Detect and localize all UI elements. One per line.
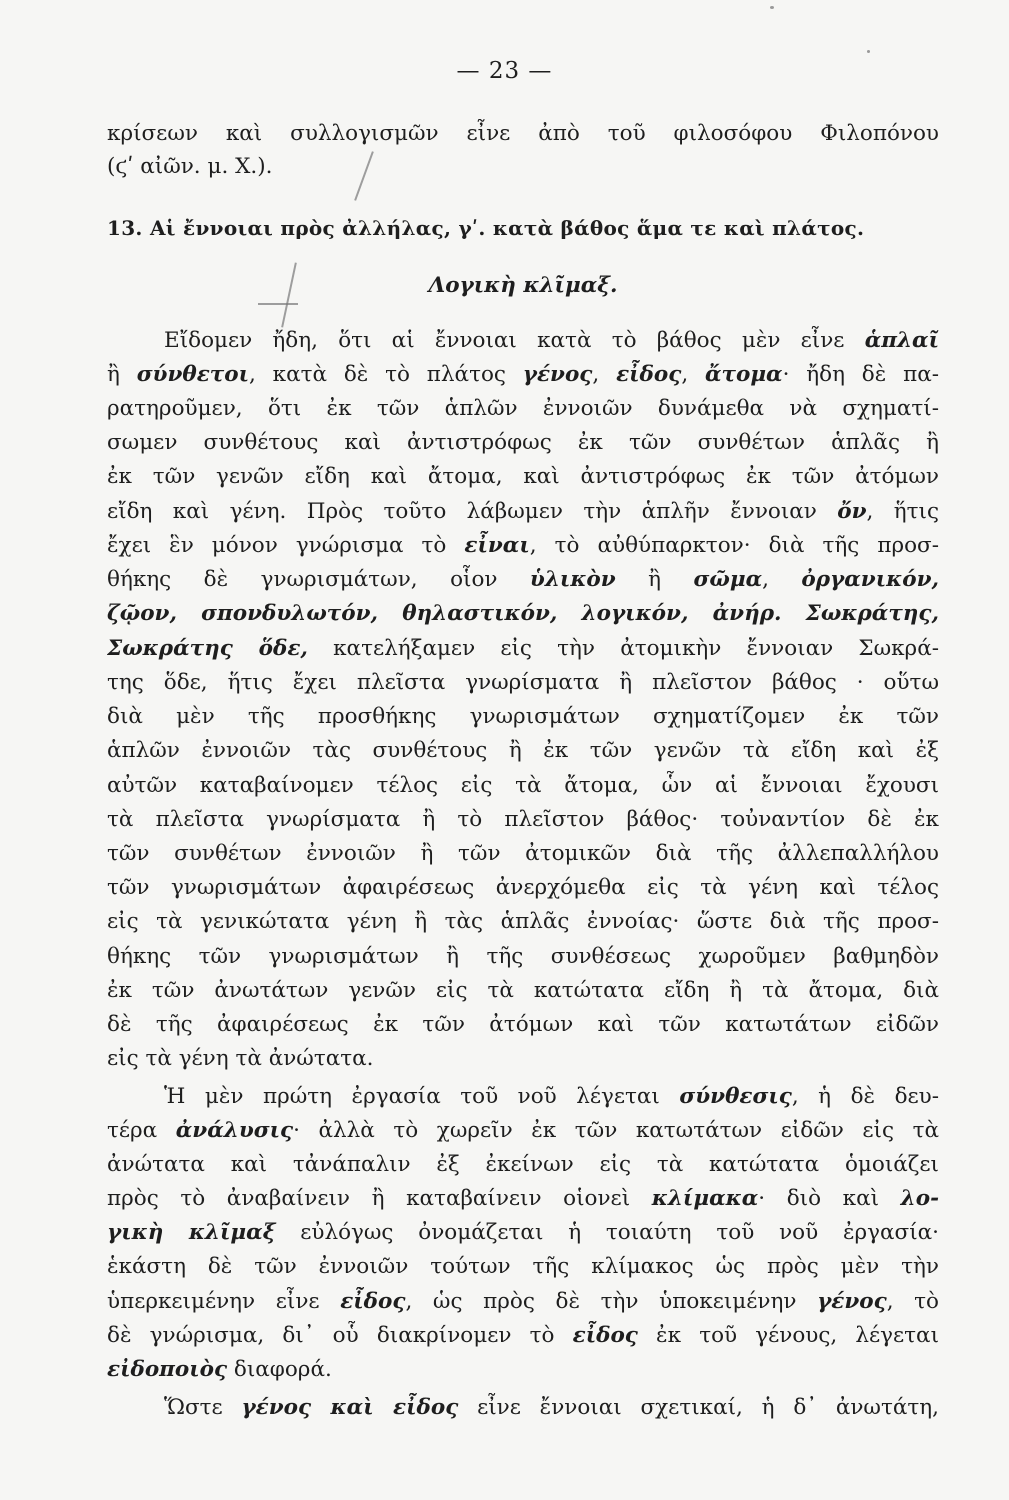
line-text: τῶν γνωρισμάτων ἀφαιρέσεως ἀνερχόμεθα εἰς τὰ γένη καὶ τέλος [107, 875, 939, 900]
text-line [107, 634, 939, 664]
line-text: θήκης δὲ γνωρισμάτων, οἷον [107, 567, 530, 592]
emphasized-term: σῶμα [693, 567, 763, 592]
text-line [107, 1287, 939, 1317]
text-line [107, 119, 939, 149]
emphasized-term: γένος [817, 1289, 887, 1314]
line-text: · ἤδη δὲ πα- [782, 362, 939, 387]
text-line [107, 1184, 939, 1214]
line-text: , ἡ δὲ δευ- [791, 1084, 939, 1109]
emphasized-term: γένος καὶ εἶδος [241, 1395, 459, 1420]
line-text: ἔχει ἓν μόνον γνώρισμα τὸ [107, 533, 465, 558]
line-text: , τὸ [886, 1289, 939, 1314]
text-line [107, 1116, 939, 1146]
text-line [107, 1010, 939, 1040]
paper-speck [867, 50, 870, 53]
emphasized-term: σύνθετοι [136, 362, 250, 387]
text-line [107, 462, 939, 492]
emphasized-term: λο- [900, 1186, 939, 1211]
line-text: ἢ [107, 362, 137, 387]
text-line [107, 805, 939, 835]
line-text: , [592, 362, 617, 387]
line-text: της ὅδε, ἥτις ἔχει πλεῖστα γνωρίσματα ἢ πλεῖστον βάθος · οὕτω [107, 670, 939, 695]
text-line [107, 565, 939, 595]
text-line [107, 428, 939, 458]
text-line [107, 668, 939, 698]
line-text: · διὸ καὶ [758, 1186, 901, 1211]
line-text: κρίσεων καὶ συλλογισμῶν εἶνε ἀπὸ τοῦ φιλοσόφου Φιλοπόνου [107, 121, 939, 146]
line-text: εὐλόγως ὀνομάζεται ἡ τοιαύτη τοῦ νοῦ ἐργασία· [275, 1220, 939, 1245]
line-text: , ἥτις [866, 499, 939, 524]
line-text: διὰ μὲν τῆς προσθήκης γνωρισμάτων σχηματίζομεν ἐκ τῶν [107, 704, 939, 729]
line-text: ἐκ τοῦ γένους, λέγεται [637, 1323, 939, 1348]
pencil-mark [258, 303, 298, 305]
text-line [107, 497, 939, 527]
text-line [107, 873, 939, 903]
line-text: δὲ γνώρισμα, δι᾿ οὗ διακρίνομεν τὸ [107, 1323, 573, 1348]
emphasized-term: εἰδοποιὸς [107, 1357, 228, 1382]
line-text: ἀνώτατα καὶ τἀνάπαλιν ἐξ ἐκείνων εἰς τὰ κατώτατα ὁμοιάζει [107, 1152, 939, 1177]
line-text: τέρα [107, 1118, 176, 1143]
emphasized-term: γένος [522, 362, 593, 387]
text-line [107, 907, 939, 937]
text-line [107, 942, 939, 972]
line-text: διαφορά. [227, 1357, 332, 1382]
emphasized-term: εἶδος [616, 362, 682, 387]
text-line [107, 326, 939, 356]
text-line [107, 839, 939, 869]
emphasized-term: ἄτομα [704, 362, 783, 387]
paper-speck [770, 6, 774, 9]
emphasized-term: ὑλικὸν [529, 567, 616, 592]
emphasized-term: γικὴ κλῖμαξ [107, 1220, 276, 1245]
line-text: , ὡς πρὸς δὲ τὴν ὑποκειμένην [405, 1289, 818, 1314]
text-line [107, 152, 939, 182]
emphasized-term: Σωκράτης ὅδε, [107, 636, 308, 661]
emphasized-term: ὄν [837, 499, 867, 524]
line-text: κατελήξαμεν εἰς τὴν ἀτομικὴν ἔννοιαν Σωκρά- [307, 636, 939, 661]
line-text: θήκης τῶν γνωρισμάτων ἢ τῆς συνθέσεως χωροῦμεν βαθμηδὸν [107, 944, 939, 969]
text-line [107, 1044, 939, 1074]
line-text: ρατηροῦμεν, ὅτι ἐκ τῶν ἁπλῶν ἐννοιῶν δυνάμεθα νὰ σχηματί- [107, 396, 939, 421]
text-line [107, 702, 939, 732]
line-text: σωμεν συνθέτους καὶ ἀντιστρόφως ἐκ τῶν συνθέτων ἁπλᾶς ἢ [107, 430, 939, 455]
emphasized-term: εἶδος [572, 1323, 638, 1348]
text-line [107, 360, 939, 390]
text-line [107, 1218, 939, 1248]
line-text: εἰς τὰ γενικώτατα γένη ἢ τὰς ἁπλᾶς ἐννοίας· ὥστε διὰ τῆς προσ- [107, 909, 939, 934]
line-text: ἐκ τῶν ἀνωτάτων γενῶν εἰς τὰ κατώτατα εἴδη ἢ τὰ ἄτομα, διὰ [107, 978, 939, 1003]
section-heading: 13. Αἱ ἔννοιαι πρὸς ἀλλήλας, γʹ. κατὰ βάθος ἅμα τε καὶ πλάτος. [107, 216, 865, 240]
text-line [107, 771, 939, 801]
line-text: Εἴδομεν ἤδη, ὅτι αἱ ἔννοιαι κατὰ τὸ βάθος μὲν εἶνε [164, 328, 865, 353]
line-text: , [762, 567, 802, 592]
text-line [107, 1321, 939, 1351]
line-text: ἑκάστη δὲ τῶν ἐννοιῶν τούτων τῆς κλίμακος ὡς πρὸς μὲν τὴν [107, 1254, 939, 1279]
text-line [107, 599, 939, 629]
line-text: , κατὰ δὲ τὸ πλάτος [249, 362, 523, 387]
line-text: ἁπλῶν ἐννοιῶν τὰς συνθέτους ἢ ἐκ τῶν γενῶν τὰ εἴδη καὶ ἐξ [107, 738, 939, 763]
line-text: ἢ [615, 567, 694, 592]
line-text: εἰς τὰ γένη τὰ ἀνώτατα. [107, 1046, 374, 1071]
line-text: πρὸς τὸ ἀναβαίνειν ἢ καταβαίνειν οἱονεὶ [107, 1186, 652, 1211]
line-text: Ὥστε [164, 1395, 242, 1420]
text-line [107, 1150, 939, 1180]
line-text: , τὸ αὐθύπαρκτον· διὰ τῆς προσ- [529, 533, 939, 558]
line-text: ἐκ τῶν γενῶν εἴδη καὶ ἄτομα, καὶ ἀντιστρόφως ἐκ τῶν ἀτόμων [107, 464, 939, 489]
line-text: εἴδη καὶ γένη. Πρὸς τοῦτο λάβωμεν τὴν ἁπλῆν ἔννοιαν [107, 499, 838, 524]
emphasized-term: εἶναι [464, 533, 530, 558]
line-text: αὐτῶν καταβαίνομεν τέλος εἰς τὰ ἄτομα, ὧν αἱ ἔννοιαι ἔχουσι [107, 773, 939, 798]
emphasized-term: ἁπλαῖ [864, 328, 939, 353]
line-text: , [681, 362, 705, 387]
emphasized-term: εἶδος [340, 1289, 406, 1314]
text-line [107, 1082, 939, 1112]
emphasized-term: κλίμακα [651, 1186, 759, 1211]
emphasized-term: ἀνάλυσις [175, 1118, 294, 1143]
emphasized-term: ὀργανικόν, [801, 567, 939, 592]
line-text: εἶνε ἔννοιαι σχετικαί, ἡ δ᾿ ἀνωτάτη, [458, 1395, 939, 1420]
text-line [107, 976, 939, 1006]
text-line [107, 394, 939, 424]
page-number: — 23 — [456, 58, 553, 84]
emphasized-term: σύνθεσις [679, 1084, 792, 1109]
line-text: (ϛʹ αἰῶν. μ. Χ.). [107, 154, 273, 179]
text-line [107, 531, 939, 561]
emphasized-term: ζῷον, σπονδυλωτόν, θηλαστικόν, λογικόν, ἀνήρ. Σωκράτης, [107, 601, 939, 626]
text-line [107, 1393, 939, 1423]
line-text: τὰ πλεῖστα γνωρίσματα ἢ τὸ πλεῖστον βάθος· τοὐναντίον δὲ ἐκ [107, 807, 939, 832]
line-text: Ἡ μὲν πρώτη ἐργασία τοῦ νοῦ λέγεται [164, 1084, 680, 1109]
text-line [107, 736, 939, 766]
text-line [107, 1252, 939, 1282]
line-text: τῶν συνθέτων ἐννοιῶν ἢ τῶν ἀτομικῶν διὰ τῆς ἀλλεπαλλήλου [107, 841, 939, 866]
line-text: ὑπερκειμένην εἶνε [107, 1289, 341, 1314]
line-text: · ἀλλὰ τὸ χωρεῖν ἐκ τῶν κατωτάτων εἰδῶν εἰς τὰ [293, 1118, 939, 1143]
section-subheading: Λογικὴ κλῖμαξ. [428, 273, 618, 298]
text-line [107, 1355, 939, 1385]
line-text: δὲ τῆς ἀφαιρέσεως ἐκ τῶν ἀτόμων καὶ τῶν κατωτάτων εἰδῶν [107, 1012, 939, 1037]
